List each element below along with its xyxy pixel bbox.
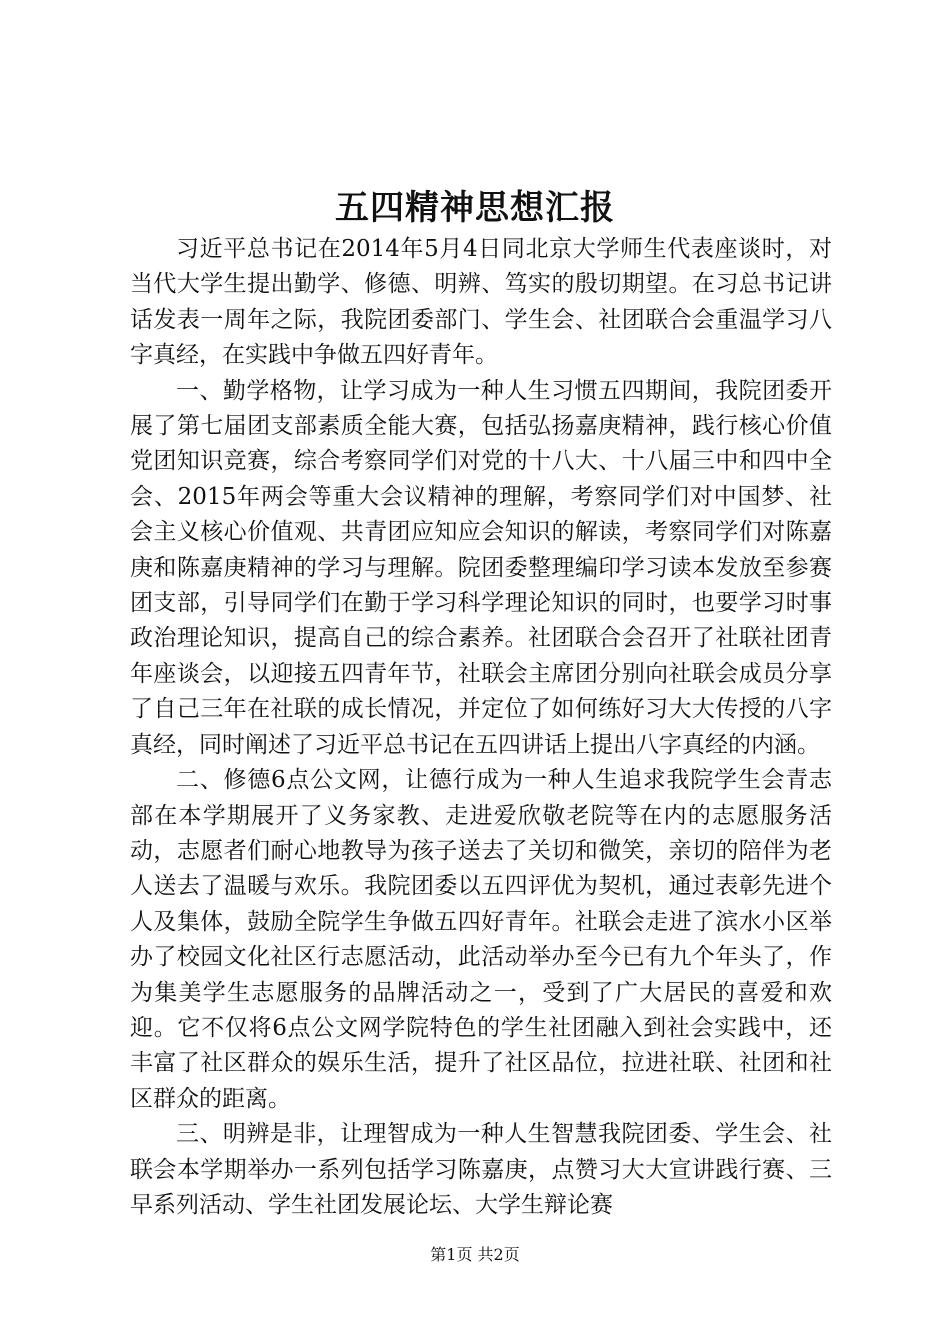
document-title: 五四精神思想汇报 xyxy=(335,188,615,228)
paragraph-intro: 习近平总书记在2014年5月4日同北京大学师生代表座谈时，对当代大学生提出勤学、修德、明辨、笃实的殷切期望。在习总书记讲话发表一周年之际，我院团委部门、学生会、社团联合会重温学习八字真经，在实践中争做五四好青年。 xyxy=(130,236,832,369)
paragraph-section-3: 三、明辨是非，让理智成为一种人生智慧我院团委、学生会、社联会本学期举办一系列包括学习陈嘉庚，点赞习大大宣讲践行赛、三早系列活动、学生社团发展论坛、大学生辩论赛 xyxy=(130,1121,832,1218)
document-body xyxy=(130,232,832,1223)
paragraph-section-1: 一、勤学格物，让学习成为一种人生习惯五四期间，我院团委开展了第七届团支部素质全能大赛，包括弘扬嘉庚精神，践行核心价值党团知识竞赛，综合考察同学们对党的十八大、十八届三中和四中全会、2015年两会等重大会议精神的理解，考察同学们对中国梦、社会主义核心价值观、共青团应知应会知识的解读，考察同学们对陈嘉庚和陈嘉庚精神的学习与理解。院团委整理编印学习读本发放至参赛团支部，引导同学们在勤于学习科学理论知识的同时，也要学习时事政治理论知识，提高自己的综合素养。社团联合会召开了社联社团青年座谈会，以迎接五四青年节，社联会主席团分别向社联会成员分享了自己三年在社联的成长情况，并定位了如何练好习大大传授的八字真经，同时阐述了习近平总书记在五四讲话上提出八字真经的内涵。 xyxy=(130,377,832,758)
page-number-footer: 第1页 共2页 xyxy=(430,1245,520,1264)
paragraph-section-2: 二、修德6点公文网，让德行成为一种人生追求我院学生会青志部在本学期展开了义务家教、走进爱欣敬老院等在内的志愿服务活动，志愿者们耐心地教导为孩子送去了关切和微笑，亲切的陪伴为老人送去了温暖与欢乐。我院团委以五四评优为契机，通过表彰先进个人及集体，鼓励全院学生争做五四好青年。社联会走进了滨水小区举办了校园文化社区行志愿活动，此活动举办至今已有九个年头了，作为集美学生志愿服务的品牌活动之一，受到了广大居民的喜爱和欢迎。它不仅将6点公文网学院特色的学生社团融入到社会实践中，还丰富了社区群众的娱乐生活，提升了社区品位，拉进社联、社团和社区群众的距离。 xyxy=(130,767,832,1112)
